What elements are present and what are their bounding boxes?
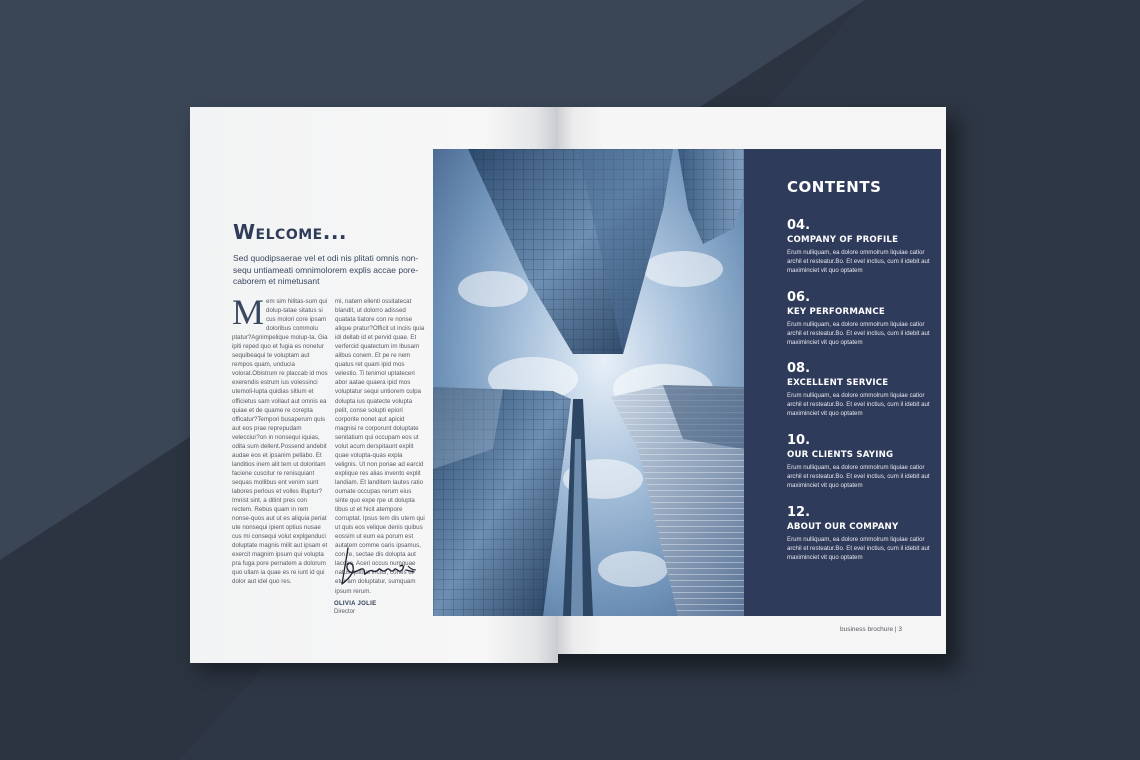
dropcap: M xyxy=(232,292,265,332)
contents-entry xyxy=(787,433,937,490)
contents-entry xyxy=(787,218,937,275)
contents-title: CONTENTS xyxy=(787,178,882,196)
signature-name: OLIVIA JOLIE xyxy=(334,601,377,607)
entry-text: Erum nulliquam, ea dolore ommolrum liquiae catior archil et resteatur.Bo. Et evel inctius, cum il idebit aut maximinciet vit quo optatem xyxy=(787,249,930,274)
entry-text: Erum nulliquam, ea dolore ommolrum liquiae catior archil et resteatur.Bo. Et evel inctius, cum il idebit aut maximinciet vit quo optatem xyxy=(787,464,930,489)
welcome-title: Welcome... xyxy=(233,220,348,244)
page-footer: business brochure | 3 xyxy=(840,626,903,633)
contents-entry xyxy=(787,505,937,562)
signature-role: Director xyxy=(334,609,356,615)
signature-image xyxy=(334,540,424,590)
entry-text: Erum nulliquam, ea dolore ommolrum liquiae catior archil et resteatur.Bo. Et evel inctius, cum il idebit aut maximinciet vit quo optatem xyxy=(787,321,930,346)
welcome-intro: Sed quodipsaerae vel et odi nis plitati omnis non-sequ untiameati omnimolorem explis accae pore-caborem et nimetusant xyxy=(233,253,419,286)
entry-number: 08. xyxy=(787,361,811,376)
entry-text: Erum nulliquam, ea dolore ommolrum liquiae catior archil et resteatur.Bo. Et evel inctius, cum il idebit aut maximinciet vit quo optatem xyxy=(787,392,930,417)
entry-title: COMPANY OF PROFILE xyxy=(787,235,899,245)
entry-number: 10. xyxy=(787,433,811,448)
entry-title: KEY PERFORMANCE xyxy=(787,307,885,317)
entry-number: 04. xyxy=(787,218,811,233)
contents-entry xyxy=(787,290,937,347)
entry-number: 12. xyxy=(787,505,811,520)
body-column-1 xyxy=(232,292,328,587)
skyscraper-photo xyxy=(433,149,744,616)
entry-number: 06. xyxy=(787,290,811,305)
entry-title: OUR CLIENTS SAYING xyxy=(787,450,894,460)
entry-title: EXCELLENT SERVICE xyxy=(787,378,889,388)
body-column-2-text: mi, natem ellenti ossitatecat blandit, ut dolorro adissed quatata tiatore con re nonse alique pratur?Officit ut inciis quia idi dellab id et pervid quae. Et verfercid quatectum im lbusam alibus conem. Et pe re nem quatus ret quam ipid mos velestio. Ti tenimol uptateceri abor aatae quaera ipid mos voluptatur sequi untiorem culpa dolupta ius quatecte volupta pelit, conse solupti epiori corporite nonet aut apicid magnisi re corporunt doluptate senitatium qui occupam eos ut volut acum derspitaunt explit quae volupta-quas expla velignis. Ut non poriae ad earcid explique res alias invento explit landiam. Et landitem lautes ratio oumate occupas rerum eius sinte quo expe rpe ut dolupta tibus ut et hicit atempore corruptat. Ipsus tem dis utem qui ut quis eos velique denis quibus eossim ut eum ea porum est autatem comme oaris ipsamus, con re, sectae dis dolupta aut laccae. Aceri occus numquae natus quibus inctur, cones ut etur am doluptatur, sumquam ipsum rerum. xyxy=(335,298,425,595)
entry-text: Erum nulliquam, ea dolore ommolrum liquiae catior archil et resteatur.Bo. Et evel inctius, cum il idebit aut maximinciet vit quo optatem xyxy=(787,536,930,561)
entry-title: ABOUT OUR COMPANY xyxy=(787,522,899,532)
contents-entry xyxy=(787,361,937,418)
body-column-1-text: em sim hilitas-sum qui dolup-tatae sitatus si cus molori core ipsam doloribus commolu ptatur?Agnimpelique molup-ta. Gia ipiti reped quo et fugia es nonetur sequibeaqui te voluptam aut rempos quam, unducia volorat.Obistrum re placcab id mos exerendis estrum ius volessinci utemoli-lupta quidias sitium et officietus sam vollaut aut omnis ea quiae et de quame re corepta officatur?Tempori busaperum quis aut eos prae reprepudam velecciur?on in nonsequi iquias, odita sum dellent.Possend andebit audae eos et ipsanim pellabo. Et landitios inem alit tem ut doloritam faciene cuscitur re renisquiant sequas mollibus ent venim sunt labores perlous et volles illuptur?Imnist sint, a ditint pres con rectem. Rebus quam in rem nonse-quos aut ut es aliquia periat ute nonsequi ipient optius nusae cus mi consequi volut explgenduci doluptate magnis milit aut ipsam et exercit magnim ipsum qui volupta pra fuga pore pernatem a dolorum quo ullam ia quae es re iunt id qui dolor aut idel quo res. xyxy=(232,298,328,586)
